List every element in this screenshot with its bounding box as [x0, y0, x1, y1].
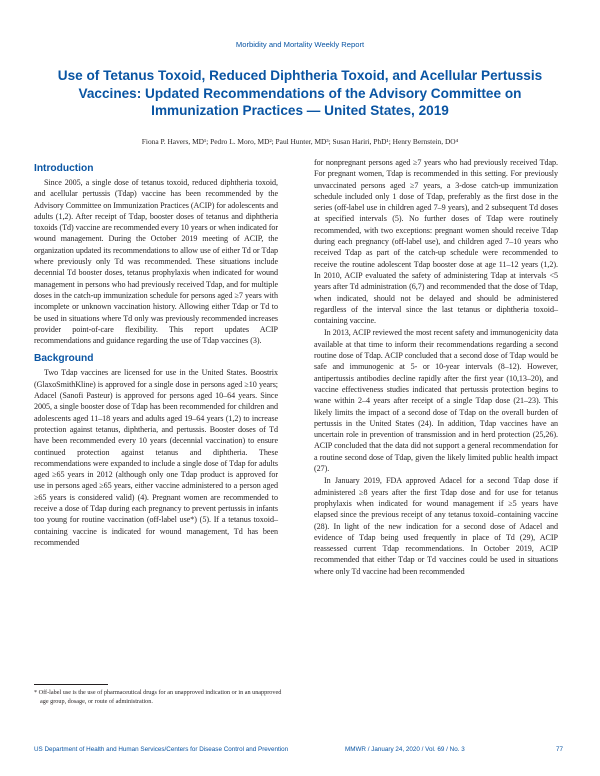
footer-issue: MMWR / January 24, 2020 / Vol. 69 / No. 3 — [345, 746, 465, 753]
page-number: 77 — [556, 746, 564, 753]
introduction-paragraph: Since 2005, a single dose of tetanus toxoid, reduced diphtheria toxoid, and acellular pertussis (Tdap) vaccine has been recommended by the Advisory Committee on Immunization Practices (ACIP) for adolescents and adults (1,2). After receipt of Tdap, booster doses of tetanus and diphtheria toxoids (Td) vaccine are recommended every 10 years or when indicated for wound management. During the October 2019 meeting of ACIP, the organization updated its recommendations to allow use of either Td or Tdap where previously only Td was recommended. These situations include decennial Td booster doses, tetanus prophylaxis when indicated for wound management in persons who had previously received Tdap, and for multiple doses in the catch-up immunization schedule for persons aged ≥7 years with incomplete or unknown vaccination history. Allowing either Tdap or Td to be used in situations where Td only was previously recommended increases provider point-of-care flexibility. This report updates ACIP recommendations and guidance regarding the use of Tdap vaccines (3). — [34, 178, 278, 346]
footnote-divider — [34, 684, 108, 685]
background-paragraph: Two Tdap vaccines are licensed for use in the United States. Boostrix (GlaxoSmithKline) is approved for a single dose in persons aged ≥10 years; Adacel (Sanofi Pasteur) is approved for persons aged 10–64 years. Since 2005, a single booster dose of Tdap has been recommended for children and adolescents aged 11–18 years and adults aged 19–64 years (1,2) to increase protection against tetanus, diphtheria, and pertussis. Booster doses of Td have been recommended every 10 years (decennial vaccination) to ensure continued protection against tetanus and diphtheria. These recommendations were expanded to include a single dose of Tdap for adults aged ≥65 years in 2012 (although only one Tdap product is approved for use in persons aged ≥65 years, either vaccine administered to a person aged ≥65 years is considered valid) (4). Pregnant women are recommended to receive a dose of Tdap during each pregnancy to prevent pertussis in infants too young for routine vaccination (off-label use*) (5). If a tetanus toxoid–containing vaccine is indicated for wound management, Td has been recommended — [34, 368, 278, 547]
running-head: Morbidity and Mortality Weekly Report — [235, 40, 365, 49]
author-list: Fiona P. Havers, MD¹; Pedro L. Moro, MD²; Paul Hunter, MD³; Susan Hariri, PhD¹; Henry Bernstein, DO⁴ — [141, 137, 459, 146]
right-column — [314, 157, 558, 577]
left-column — [34, 163, 278, 548]
fda-2019-paragraph: In January 2019, FDA approved Adacel for a second Tdap dose if administered ≥8 years after the first Tdap dose and for use for tetanus prophylaxis when indicated for wound management if ≥5 years have elapsed since the previous receipt of any tetanus toxoid–containing vaccine (28). In light of the new indication for a second dose of Adacel and evidence of Tdap being used frequently in place of Td (29), ACIP reassessed current Tdap recommendations. In October 2019, ACIP recommended that either Tdap or Td vaccines could be used in situations where only Td vaccine had been recommended — [314, 476, 558, 576]
article-title: Use of Tetanus Toxoid, Reduced Diphtheria Toxoid, and Acellular Pertussis Vaccines: Updated Recommendations of the Advisory Committee on Immunization Practices — United States, 2019 — [57, 68, 543, 119]
footer-agency: US Department of Health and Human Services/Centers for Disease Control and Prevention — [34, 746, 289, 753]
tdap-2013-paragraph: In 2013, ACIP reviewed the most recent safety and immunogenicity data available at that time to inform their recommendations regarding a second routine dose of Tdap. ACIP concluded that a second dose of Tdap would be safe and immunogenic at 5- or 10-year intervals (8–12). However, antipertussis antibodies decline rapidly after the first year (10,13–20), and vaccine effectiveness studies indicated that pertussis protection begins to wane within 2–4 years after receipt of a single Tdap dose (21–23). This likely limits the impact of a second dose of Tdap on the overall burden of pertussis in the United States (24). In addition, Tdap vaccines have an uncertain role in prevention of transmission and in herd protection (25,26). ACIP concluded that the data did not support a general recommendation for a routine second dose of Tdap, given the likely limited public health impact (27). — [314, 328, 558, 474]
background-heading: Background — [34, 353, 94, 365]
introduction-heading: Introduction — [34, 163, 94, 174]
footnote-off-label: * Off-label use is the use of pharmaceutical drugs for an unapproved indication or in an unapproved age group, dosage, or route of administration. — [34, 689, 282, 705]
background-continued-paragraph: for nonpregnant persons aged ≥7 years who had previously received Tdap. For pregnant women, Tdap is recommended in this setting. For previously unvaccinated persons aged ≥7 years, a 3-dose catch-up immunization schedule included only 1 dose of Tdap, preferably as the first dose in the series (off-label use in children aged 7–9 years), and 2 subsequent Td doses at specified intervals (5). No further doses of Tdap were routinely recommended, with two exceptions: pregnant women should receive Tdap during each pregnancy (off-label use), and children aged 7–10 years who received Tdap as part of the catch-up schedule were recommended to receive the routine adolescent Tdap booster dose at age 11–12 years (1,2). In 2010, ACIP evaluated the safety of administering Tdap at intervals <5 years after Td administration (6,7) and recommended that the dose of Tdap, when indicated, should not be delayed and should be administered regardless of the interval since the last tetanus or diphtheria toxoid–containing vaccine. — [314, 158, 558, 326]
